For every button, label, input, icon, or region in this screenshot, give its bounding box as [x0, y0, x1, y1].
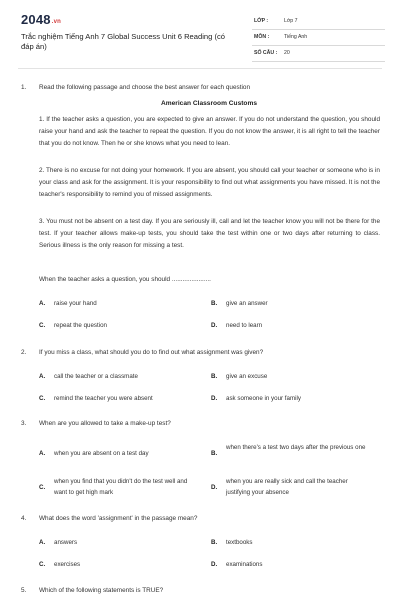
answer-option-d[interactable] — [211, 476, 371, 500]
answer-option-a[interactable] — [39, 448, 199, 460]
option-letter: D. — [211, 322, 218, 329]
question-text: Which of the following statements is TRUE? — [39, 587, 164, 594]
option-letter: D. — [211, 561, 218, 568]
question-text: When are you allowed to take a make-up test? — [39, 420, 171, 427]
option-text: textbooks — [226, 539, 253, 546]
option-text: give an answer — [226, 300, 268, 307]
question-number: 1. — [21, 84, 27, 91]
option-text: when you are really sick and call the teacher justifying your absence — [226, 478, 348, 496]
header-divider — [18, 68, 382, 69]
meta-value: Lớp 7 — [284, 18, 298, 24]
passage-paragraph: 2. There is no excuse for not doing your homework. If you are absent, you should call your teacher or someone who is in your class and ask for the assignment. It is your responsibility to find out what assignments you have missed. It is not the teacher's responsibility to remind you of missed assignments. — [39, 167, 381, 199]
question-number: 2. — [21, 349, 27, 356]
option-letter: C. — [39, 322, 46, 329]
answer-option-c[interactable] — [39, 476, 199, 500]
option-text: ask someone in your family — [226, 395, 301, 402]
meta-table — [252, 14, 385, 62]
option-letter: A. — [39, 450, 46, 457]
option-text: when you find that you didn't do the test well and want to get high mark — [54, 478, 188, 496]
meta-row-count — [252, 46, 385, 62]
option-letter: C. — [39, 484, 46, 491]
question-text: What does the word 'assignment' in the passage mean? — [39, 515, 198, 522]
question-prompt: When the teacher asks a question, you should ...................... — [39, 276, 211, 283]
question-number: 5. — [21, 587, 27, 594]
option-letter: B. — [211, 450, 218, 457]
option-text: need to learn — [226, 322, 263, 329]
option-letter: A. — [39, 373, 46, 380]
header — [0, 0, 400, 60]
site-logo[interactable] — [21, 12, 61, 27]
document-title: Trắc nghiệm Tiếng Anh 7 Global Success Unit 6 Reading (có đáp án) — [21, 32, 226, 51]
passage-title: American Classroom Customs — [160, 100, 257, 107]
logo-text: 2048 — [21, 12, 51, 27]
option-letter: B. — [211, 300, 218, 307]
passage-paragraph: 1. If the teacher asks a question, you are expected to give an answer. If you do not understand the question, you should raise your hand and ask the teacher to repeat the question. If you do not know the answer, it is all right to tell the teacher that you do not know. Then he or she knows what you need to lean. — [39, 116, 380, 148]
meta-value: 20 — [284, 50, 290, 56]
option-text: give an excuse — [226, 373, 268, 380]
question-text: Read the following passage and choose the best answer for each question — [39, 84, 251, 91]
option-letter: B. — [211, 539, 218, 546]
question-text: If you miss a class, what should you do to find out what assignment was given? — [39, 349, 264, 356]
option-letter: B. — [211, 373, 218, 380]
option-text: call the teacher or a classmate — [54, 373, 138, 380]
option-letter: D. — [211, 395, 218, 402]
option-letter: A. — [39, 300, 46, 307]
option-text: exercises — [54, 561, 81, 568]
passage-paragraph: 3. You must not be absent on a test day. If you are seriously ill, call and let the teacher know you will not be there for the test. If your teacher allows make-up tests, you should take the test within one or two days after returning to class. Serious illness is the only reason for missing a test. — [39, 218, 380, 250]
option-letter: C. — [39, 561, 46, 568]
meta-key: MÔN : — [254, 34, 270, 40]
meta-value: Tiếng Anh — [284, 34, 308, 40]
option-text: raise your hand — [54, 300, 97, 307]
option-text: examinations — [226, 561, 263, 568]
option-text: when there's a test two days after the previous one — [226, 444, 366, 451]
logo-suffix: .vn — [51, 19, 62, 25]
option-text: when you are absent on a test day — [54, 450, 149, 457]
option-text: repeat the question — [54, 322, 107, 329]
question-number: 4. — [21, 515, 27, 522]
option-letter: C. — [39, 395, 46, 402]
option-letter: A. — [39, 539, 46, 546]
option-letter: D. — [211, 484, 218, 491]
meta-key: LỚP : — [254, 18, 269, 24]
option-text: remind the teacher you were absent — [54, 395, 153, 402]
question-number: 3. — [21, 420, 27, 427]
option-text: answers — [54, 539, 78, 546]
answer-option-b[interactable] — [211, 442, 371, 466]
meta-row-subject — [252, 30, 385, 46]
meta-row-class — [252, 14, 385, 30]
meta-key: SỐ CÂU : — [254, 50, 278, 56]
